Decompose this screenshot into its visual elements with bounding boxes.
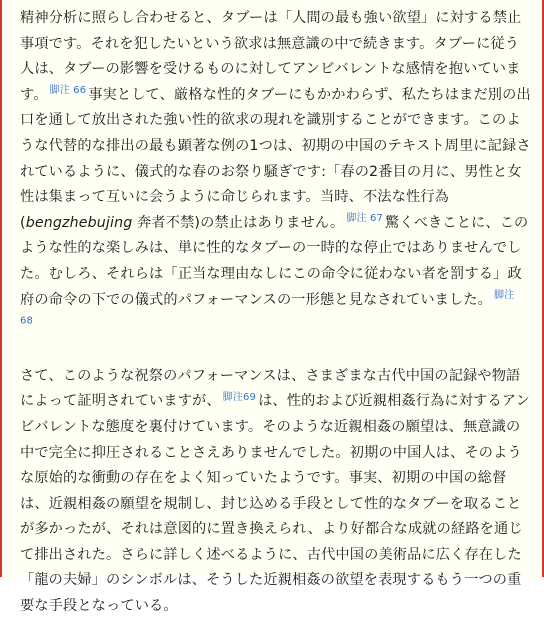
paragraph-1-text-b: 事実として、厳格な性的タブーにもかかわらず、私たちはまだ別の出口を通して放出された強い性的欲求の現れを識別することができます。このような代替的な排出の最も顕著な例の1つは、初期の中国のテキスト周里に記録されているように、儀式的な春のお祭り騒ぎです:「春の2番目の月に、男性と女性は集まって互いに会うように命じられます。当時、不法な性行為( [20,86,531,231]
footnote-link-68-number[interactable]: 68 [20,315,34,327]
paragraph-2-text-b: は、性的および近親相姦行為に対するアンビバレントな態度を裏付けています。そのような近親相姦の願望は、無意識の中で完全に抑圧されることさえありませんでした。初期の中国人は、そのような原始的な衝動の存在をよく知っていたようです。事実、初期の中国の総督は、近親相姦の願望を規制し、封じ込める手段として性的なタブーを取ることが多かったが、それは意図的に置き換えられ、より好都合な成就の経路を通じて排出された。さらに詳しく述べるように、古代中国の美術品に広く存在した「龍の夫婦」のシンボルは、そうした近親相姦の欲望を表現するもう一つの重要な手段となっている。 [20,393,530,615]
footnote-link-69[interactable]: 脚注69 [222,391,257,403]
article-body [20,6,532,620]
footnote-link-66[interactable]: 脚注 66 [49,85,87,97]
paragraph-1-text-a: 精神分析に照らし合わせると、タブーは「人間の最も強い欲望」に対する禁止事項です。それを犯したいという欲求は無意識の中で続きます。タブーに従う人は、タブーの影響を受けるものに対してアンビバレントな感情を抱いています。 [20,10,522,103]
paragraph-2-text-a: さて、このような祝祭のパフォーマンスは、さまざまな古代中国の記録や物語によって証明されていますが、 [20,367,521,410]
footnote-link-67[interactable]: 脚注 67 [346,213,384,225]
paragraph-1-text-c: 奔者不禁)の禁止はありません。 [132,214,345,231]
romanized-term: bengzhebujing [25,214,133,231]
paragraph-2 [20,364,532,620]
footnote-link-68[interactable]: 脚注 [494,289,515,301]
paragraph-1-text-d: 驚くべきことに、このような性的な楽しみは、単に性的なタブーの一時的な停止ではありませんでした。むしろ、それらは「正当な理由なしにこの命令に従わない者を罰する」政府の命令の下での儀式的パフォーマンスの一形態と見なされていました。 [20,214,529,308]
paragraph-1 [20,6,532,339]
